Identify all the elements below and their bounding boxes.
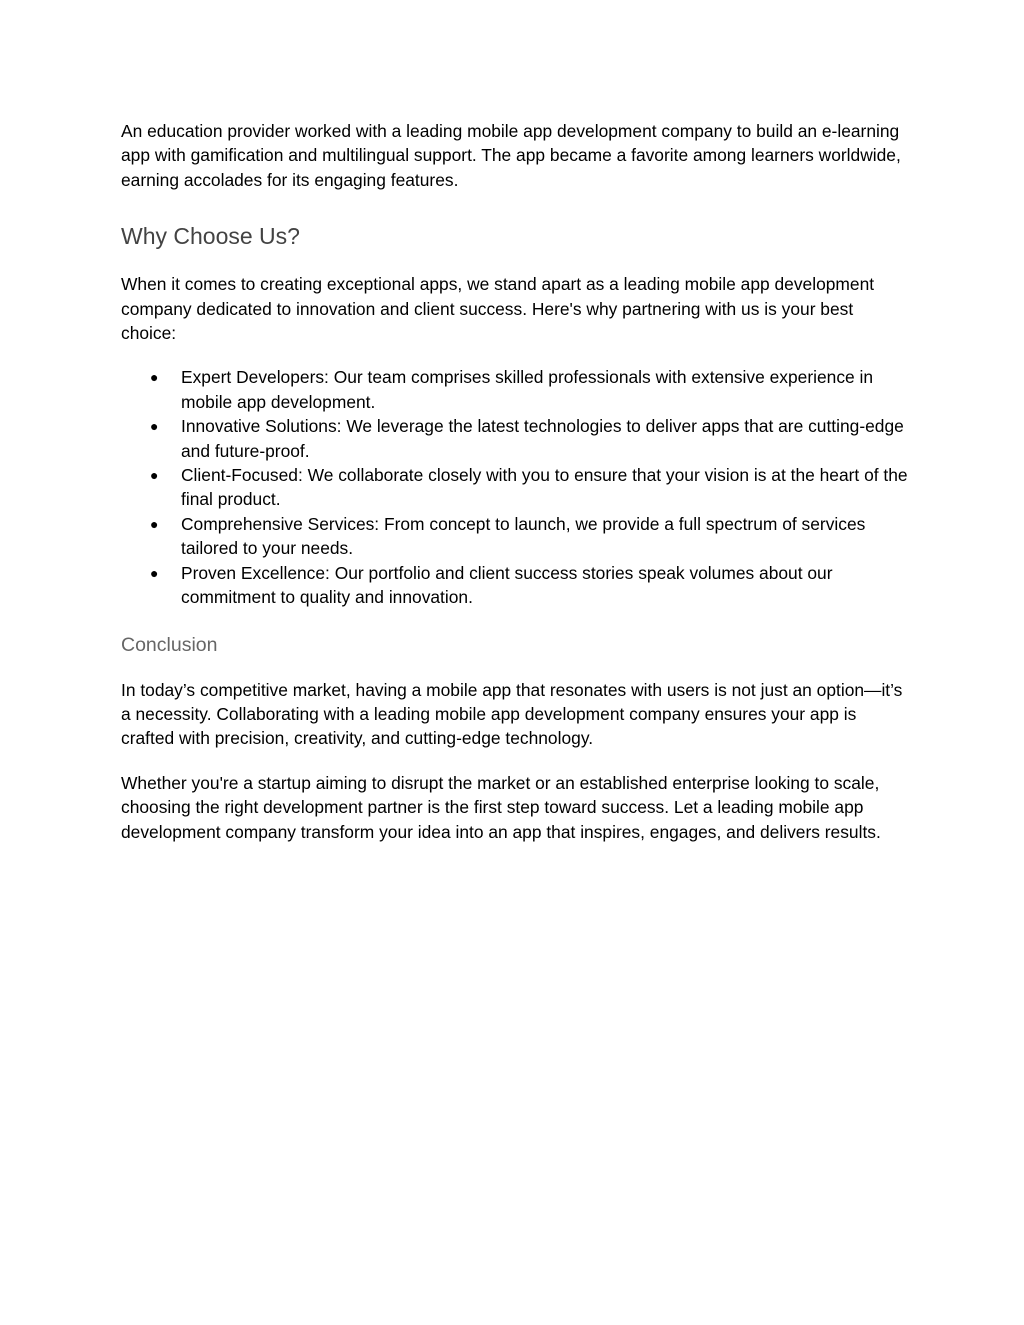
bullet-icon: ● [150, 467, 159, 484]
list-item [121, 365, 911, 414]
why-choose-us-paragraph: When it comes to creating exceptional apps, we stand apart as a leading mobile app development company dedicated to innovation and client success. Here's why partnering with us is your best choice: [121, 274, 875, 344]
list-item-text: Comprehensive Services: From concept to launch, we provide a full spectrum of services tailored to your needs. [181, 513, 866, 559]
list-item-text: Expert Developers: Our team comprises skilled professionals with extensive experience in mobile app development. [181, 367, 874, 412]
bullet-icon: ● [150, 369, 159, 386]
reasons-list [121, 365, 911, 609]
conclusion-paragraph-2: Whether you're a startup aiming to disrupt the market or an established enterprise looking to scale, choosing the right development partner is the first step toward success. Let a leading mobile app development company transform your idea into an app that inspires, engages, and delivers results. [121, 772, 881, 842]
conclusion-heading: Conclusion [121, 633, 218, 656]
list-item-text: Proven Excellence: Our portfolio and client success stories speak volumes about our commitment to quality and innovation. [181, 562, 833, 608]
list-item [121, 463, 911, 512]
list-item-text: Innovative Solutions: We leverage the latest technologies to deliver apps that are cutting-edge and future-proof. [181, 416, 904, 461]
conclusion-paragraph-1: In today’s competitive market, having a mobile app that resonates with users is not just an option—it’s a necessity. Collaborating with a leading mobile app development company ensures your app is crafted with precision, creativity, and cutting-edge technology. [121, 679, 903, 749]
document-page [121, 119, 911, 844]
list-item [121, 414, 911, 463]
bullet-icon: ● [150, 515, 159, 532]
bullet-icon: ● [150, 418, 159, 435]
list-item [121, 561, 911, 610]
bullet-icon: ● [150, 564, 159, 581]
list-item-text: Client-Focused: We collaborate closely with you to ensure that your vision is at the heart of the final product. [181, 465, 908, 510]
list-item [121, 512, 911, 561]
why-choose-us-heading: Why Choose Us? [121, 223, 300, 250]
intro-paragraph: An education provider worked with a leading mobile app development company to build an e-learning app with gamification and multilingual support. The app became a favorite among learners worldwide, earning accolades for its engaging features. [121, 121, 901, 190]
